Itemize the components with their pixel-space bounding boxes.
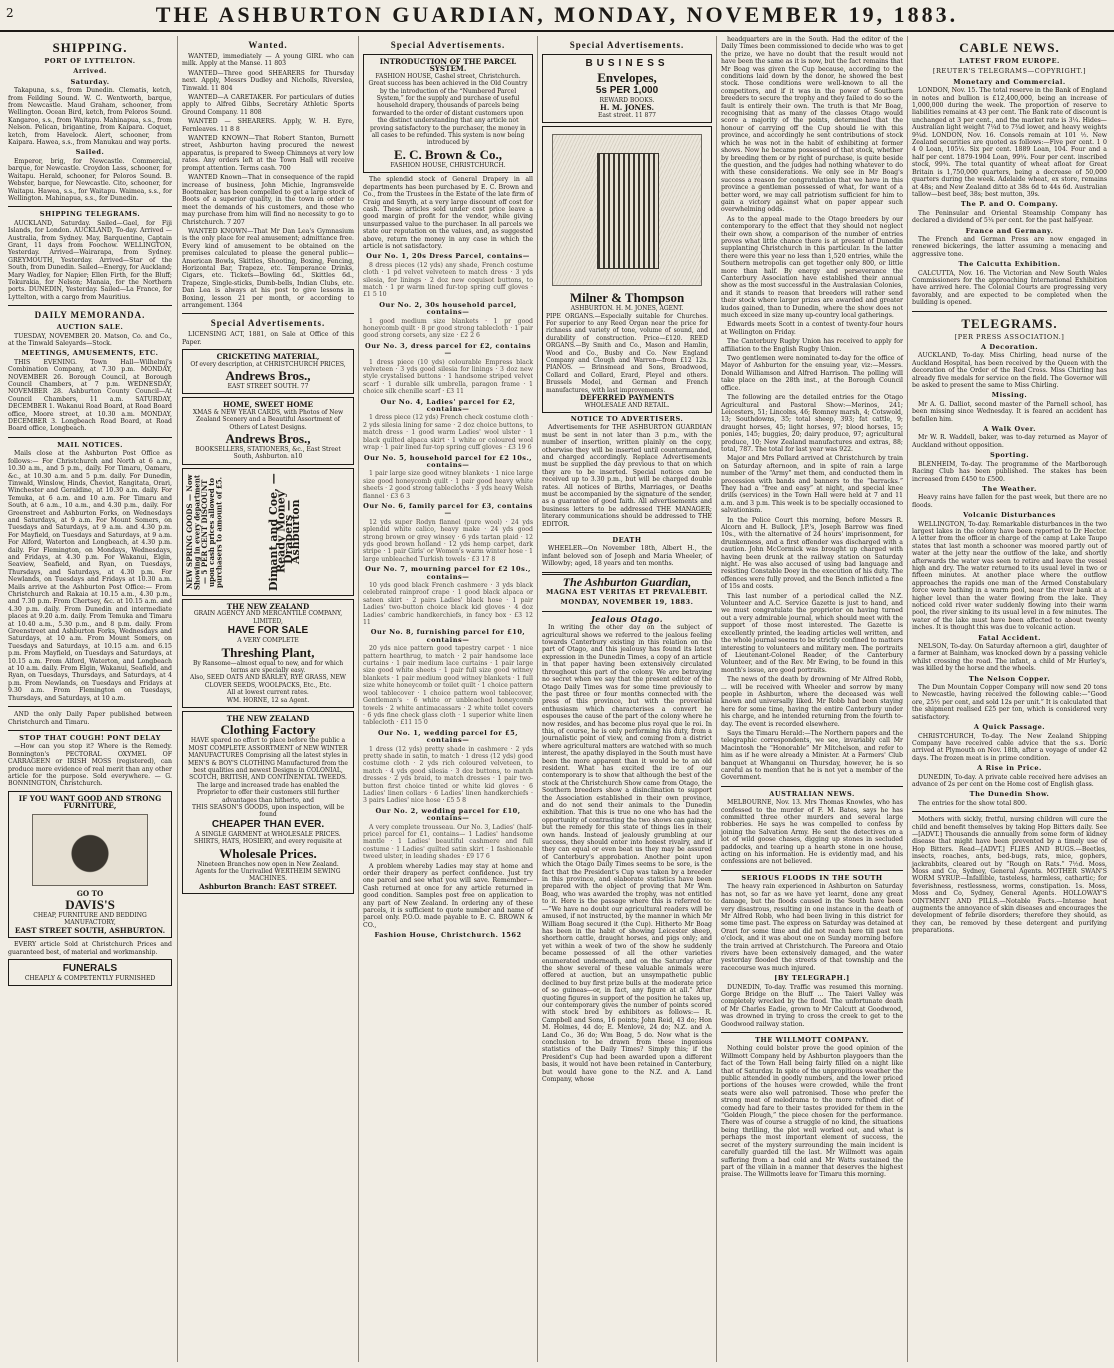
passage-heading: A Quick Passage. [973, 723, 1046, 732]
clothing-text-2: The large and increased trade has enabled the Proprietor to offer their customers still further advantages than hitherto, and [196, 781, 340, 804]
weather-text: Heavy rains have fallen for the past week, but there are no floods. [912, 494, 1107, 509]
organ-ad [542, 126, 712, 413]
meetings-text: THIS EVENING. Town Hall—Wilhelmj's Combination Company, at 7.30 p.m. MONDAY, NOVEMBER 26. Borough Council, at Borough Council Chambers, at 7 p.m. WEDNESDAY, NOVEMBER 28. Ashburton County Council—At Council Chambers, 11 a.m. SATURDAY, DECEMBER 1. Wakanui Road Board, at Road Board office, Moore street, at 10.30 a.m. MONDAY, DECEMBER 3. Longbeach Road Board, at Road Board office, Longbeach. [8, 358, 172, 433]
port-heading: PORT OF LYTTELTON. [44, 57, 136, 65]
decoration-heading: A Decoration. [980, 343, 1039, 351]
arrived-list: Takapuna, s.s., from Dunedin. Clematis, ketch, from Feilding Sound. W. C. Wentworth, barque, from Newcastle. Maud Graham, schooner, from Wellington. Ocean Bird, ketch, from Peloros Sound. Kangaroo, s.s., from Waitapu. Mahinapua, s.s., from Nelson. Pelican, brigantine, from Kaipara. Coquet, ketch, from Havelock. Alert, schooner, from Kaipara. Hawea, s.s., from Manukau and way ports. [8, 87, 172, 147]
business-word: BUSINESS [585, 58, 669, 69]
australian-news-heading: AUSTRALIAN NEWS. [769, 789, 855, 798]
cricketing-heading: CRICKETING MATERIAL, [216, 352, 320, 362]
parcel-9: 1 dress (12 yds) pretty shade in cashmere · 2 yds pretty shade in satin, to match · 1 dress (12 yds) good costume cloth · 2 yds rich coloured velveteen, to match · 4 yds good silesia · 3 doz buttons, to match dresses · 2 yds braid, to match dresses · 1 pair two-button first choice tinted or white kid gloves · 6 Ladies' linen collars · 6 Ladies' linen handkerchiefs · 3 pairs Ladies' nice hose · £5 5 8 [363, 745, 533, 805]
deferred-payments: DEFERRED PAYMENTS [579, 393, 675, 403]
spring-goods-vertical: NEW SPRING GOODS — Now Showing in every department — 5 PER CENT DISCOUNT upon cash prices allowed to purchasers to amount of £5. [185, 474, 224, 590]
saturday-heading: Saturday. [70, 77, 110, 86]
grain-very: A VERY COMPLETE [237, 637, 299, 645]
leader-text: In writing the other day on the subject of agricultural shows we referred to the jealous feeling towards Canterbury existing in this relation on the part of Otago, and this jealousy has found its latest expression in the Dunedin Times, a copy of an article in that paper having been extensively circulated throughout this part of the colony. We are betraying no secret when we say that the present editor of the Otago Daily Times was for some time previously to the past three or four months connected with the press of this province, but with the proverbial enthusiasm which characterises a convert he espouses the cause of the part of the colony where he now resides, and has become plus royal que le roi. In this, of course, he is only performing his duty, from a journalistic point of view, and coming from a district where agricultural matters are watched with so much interest, the apathy displayed in the South must have been the more apparent than it would be to an old resident. What has excited the ire of our contemporary is to show that although the best of the stock at the Christchurch Show came from Otago, the Southern breeders show a disinclination to support the Association established in their own province, and do not send their animals to the Dunedin exhibition. That this is true no one who has had the opportunity of contrasting the two shows can gainsay, but the remedy for this state of things lies in their own hands. Instead of jealously grumbling at our success, they should enter into honest rivalry, and if they can equal or even beat us they may be assured of Canterbury's approbation. Another point upon which the Otago Daily Times seems to be sore, is the fact that the President's Cup was taken by a breeder in this province, and elaborate statistics have been prepared with the object of proving that Mr Wm. Boag, who was awarded the trophy, was not entitled to it. Here is the passage where this is referred to:—“We have no doubt our agricultural readers will be amused, if not instructed, by the manner in which Mr William Boag secured it (the Cup). Hitherto Mr Boag has been in the habit of showing Leicester sheep, shorthorn cattle, draught horses, and pigs only; and yet within a week of two of the show he suddenly became possessed of all the other varieties enumerated underneath, and on the Saturday after the show several of these valuable animals were offered at auction, but an unsympathetic public declined to buy first prize bulls at the moderate price of so guineas—or, in fact, any figure at all.” After quoting figures in support of the position he takes up, our contemporary gives the number of points scored with stock bred by exhibitors as follows:— R. Campbell and Sons, 16 points; John Reid, 43 do; Hon M. Holmes, 44 do; E. Menlove, 24 do; N.Z. and A. Land Co., 36 do; Wm Boag, 5 do. Now what is the conclusion to be drawn from these ingenious statistics of the Daily Times? Simply this; if the President's Cup had been awarded upon a different basis, it would not have been retained in Canterbury, but would have gone to the N.Z. and A. Land Company, whose [542, 624, 712, 1084]
po-heading: The P. and O. Company. [960, 200, 1059, 209]
parcel-6-heading: Our No. 6, family parcel for £3, contains— [363, 501, 533, 518]
cricketing-ad [182, 349, 354, 394]
france-germany-text: The French and German Press are now engaged in renewed bickerings, the latter assuming a menacing and aggressive tone. [912, 235, 1107, 258]
column-3 [358, 36, 537, 1362]
shipping-heading: SHIPPING. [52, 40, 128, 55]
volcanic-heading: Volcanic Disturbances [963, 511, 1056, 520]
masthead [0, 0, 1114, 32]
clothing-wholesale: Wholesale Prices. [219, 845, 317, 861]
funerals-ad [8, 959, 172, 986]
sporting-text: BLENHEIM, To-day. The programme of the Marlborough Racing Club has been published. The stakes has been increased from £450 to £500. [912, 460, 1107, 483]
davis-prices: EVERY article Sold at Christchurch Prices and guaranteed best, of material and workmanship. [8, 941, 172, 956]
sailed-heading: Sailed. [75, 148, 105, 157]
andrews-name: Andrews Bros., [225, 368, 311, 384]
jones-name: H. M. JONES. [600, 103, 654, 113]
clothing-branch: Ashburton Branch: EAST STREET. [199, 881, 337, 891]
page-number: 2 [6, 6, 14, 20]
australian-news: MELBOURNE, Nov. 13. Mrs Thomas Knowles, who has confessed to the murder of F. M. Bates, says he has committed three other murders and several large robberies. He says he was compelled to confess by joining the Salvation Army. He sent the detectives on a lot of wild goose chases, digging up stones in secluded paddocks, and tearing up a hearth stone in one house, acting on his information. He is evidently mad, and his confessions are not believed. [721, 799, 903, 866]
parcel-1-heading: Our No. 1, 20s Dress Parcel, contains— [366, 252, 530, 261]
grain-nz: THE NEW ZEALAND [226, 601, 310, 611]
milner-sub: ASHBURTON. H. M. JONES, AGENT. [570, 305, 684, 313]
cough-ad: —How can you stop it? Where is the Remedy. Bonnington's PECTORAL OXYMEL OF CARRAGEEN or IRISH MOSS (registered), can produce more evidence of real merit than any other article for the purpose. Sold everywhere. — G. BONNINGTON, Christchurch. [8, 743, 172, 788]
shipping-telegrams-heading: SHIPPING TELEGRAMS. [39, 210, 141, 219]
wholesale-retail: WHOLESALE AND RETAIL. [584, 401, 670, 409]
masthead-title: THE ASHBURTON GUARDIAN, MONDAY, NOVEMBER 19, 1883. [155, 2, 959, 27]
clothing-text: HAVE spared no effort to place before the public a MOST COMPLETE ASSORTMENT of NEW WINTER MANUFACTURES Comprising all the latest styles in MEN'S & BOY'S CLOTHING Manufactured from the best qualities and newest Designs in COLONIAL, SCOTCH, BRITISH, AND CONTINENTAL TWEEDS. [188, 737, 348, 782]
funerals-text: CHEAPLY & COMPETENTLY FURNISHED [24, 975, 156, 982]
calcutta-text: CALCUTTA, Nov. 16. The Victorian and New South Wales Commissioners for the approaching International Exhibition have arrived here. The Colonial Courts are progressing very favorably, and are expected to be completed when the building is opened. [912, 269, 1107, 307]
fatal-heading: Fatal Accident. [978, 633, 1041, 642]
clothing-nz: THE NEW ZEALAND [226, 713, 310, 723]
decoration-text: AUCKLAND, To-day. Miss Chirling, head nurse of the Auckland Hospital, has been received by the Queen with the decoration of the Order of the Red Cross. Miss Chirling has already five medals for service on the field. The Governor will be asked to present the same to Miss Chirling. [912, 352, 1107, 390]
column-6 [907, 36, 1111, 1362]
rise-heading: A Rise in Price. [977, 764, 1042, 773]
local-item-5: Major and Mrs Pollard arrived at Christchurch by train on Saturday afternoon, and in spite of rain a large number of the “Army” met them, and conducted them in procession with bands and banners to the “barracks.” They had a “free and easy” at night, and special knee drills (services) in the Town Hall were held at 7 and 11 a.m. and 3 p.m. This week is to be specially occasioned to salvationism. [721, 455, 903, 515]
wanted-4: WANTED — SHEARERS. Apply, W. H. Eyre, Fernleaves. 11 8 8 [182, 118, 354, 133]
leader-heading: Jealous Otago. [591, 613, 663, 624]
show-text: The entries for the show total 800. [918, 799, 1027, 807]
calcutta-heading: The Calcutta Exhibition. [958, 260, 1061, 269]
column-5 [716, 36, 907, 1362]
missing-heading: Missing. [991, 391, 1028, 400]
grain-signature: WM. HORNE, 12 sa Agent. [226, 696, 310, 704]
paper-title: The Ashburton Guardian, [562, 574, 692, 589]
special-ads-heading: Special Advertisements. [210, 318, 326, 329]
threshing-plant: Threshing Plant, [221, 644, 315, 660]
telegrams-heading: TELEGRAMS. [961, 315, 1058, 331]
funerals-heading: FUNERALS [62, 963, 118, 974]
notice-text: Advertisements for THE ASHBURTON GUARDIAN must be sent in not later than 3 p.m., with the number of insertion, written plainly on the copy, otherwise they will be inserted until countermanded, and charged accordingly. Replace Advertisements must be supplied the day previous to that on which they are to be inserted. Special notices can be received up to 3.30 p.m., but will be charged double rates. All notices of Births, Marriages, or Deaths must be accompanied by the signature of the sender, as a guarantee of good faith. All advertisements and business letters to be addressed THE MANAGER; literary communications should be addressed to THE EDITOR. [542, 424, 712, 528]
missing-text: Mr A. G. Dalliot, second master of the Parnell school, has been missing since Wednesday. It is feared an accident has befallen him. [912, 400, 1107, 423]
mail-text: Mails close at the Ashburton Post Office as follows:— For Christchurch and North at 6 a.m., 10.30 a.m., and 5 p.m., daily. For Timaru, Oamaru, &c., at 10.30 a.m. and 5 p.m. daily. For Dunedin, Tinwald, Winslow, Hinds, Cheviot, Rangitata, Orari, Winchester and Geraldine, at 10.30 a.m. daily. For Temuka, at 6 a.m. and 10 a.m. For Timaru and South, at 6 a.m., 10 a.m., and 4.30 p.m., daily. For Greenstreet and Ashburton Forks, on Wednesdays and Saturdays, at 9 a.m. For Mount Somers, on Tuesdays and Saturdays, at 9 a.m. and 4.30 p.m. For Mayfield, on Tuesdays and Saturdays, at 9 a.m. For Alford, Waterton and Longbeach, at 4.30 p.m. daily. For Flemington, on Mondays, Wednesdays, and Fridays, at 4.30 p.m. For Wakanui, Elgin, Seaview, Seafield, and Ryan, on Tuesdays, Thursdays, and Saturdays, at 4.30 p.m. For Newlands, on Tuesdays and Fridays at 10.30 a.m. Mails arrive at the Ashburton Post Office:— From Christchurch and Rakaia at 10.15 a.m., 4.30 p.m., and 7.30 p.m. From Chertsey, &c. at 10.15 a.m. and 4.30 p.m. daily. From Dunedin and intermediate places at 9.20 a.m. daily. From Temuka and Timaru at 10.40 a.m., 5.30 p.m., and 8 p.m. daily. From Greenstreet and Ashburton Forks, Wednesdays and Saturdays, at 10 a.m. From Mount Somers, on Tuesdays and Saturdays, at 10.15 a.m. and 6.15 p.m. From Mayfield, on Tuesdays and Saturdays, at 10.15 a.m. From Alford, Waterton, and Longbeach at 10 a.m. daily. From Elgin, Wakanui, Seafield, and Ryan, on Tuesdays, Thursdays, and Saturdays, at 4 p.m. From Newlands, on Tuesdays and Fridays at 9.30 a.m. From Flemington on Tuesdays, Thursdays, and Saturdays, at 10 a.m. [8, 450, 172, 702]
copper-heading: The Nelson Copper. [968, 674, 1051, 683]
monetary-heading: Monetary and Commercial. [953, 77, 1066, 86]
meetings-heading: MEETINGS, AMUSEMENTS, ETC. [21, 349, 159, 358]
home-text: XMAS & NEW YEAR CARDS, with Photos of New Zealand Scenery and a Beautiful Assortment of Others of Latest Designs. [192, 408, 344, 431]
parcel-7: 10 yds good black French cashmere · 3 yds black celebrated rainproof crape · 1 good black alpaca or sateen skirt · 2 pairs Ladies' black hose · 1 pair Ladies' two-button choice black kid gloves · 4 doz Ladies' cambric handkerchiefs, in fancy box · £3 12 11 [363, 582, 533, 627]
daily-paper-ad: AND the only Daily Paper published between Christchurch and Timaru. [8, 711, 172, 726]
column-1 [4, 36, 176, 1362]
parcel-8-heading: Our No. 8, furnishing parcel for £10, contains— [370, 628, 526, 644]
envelopes-price: 5s PER 1,000 [595, 85, 659, 96]
willmott-text: Nothing could bolster prove the good opinion of the Willmott Company held by Ashburton playgoers than the fact of the Town Hall being fairly filled on a night like that of Saturday. In spite of the unpropitious weather the public attended in goodly numbers, and the lower priced portions of the houses were crowded, while the front seats were also well patronised. Those who prefer the strong meat of melodrama to the more refined diet of comedy had fare to their tastes provided for them in the “Golden Plough,” the piece chosen for the performance. There was of course a struggle of no kind, the situations being thrilling, the plot well worked out, and what is perhaps the most important element of success, the secret of the mystery surrounding the main incident is carefully guarded till the last. Mr Willmott was again suffering from a bad cold and Mr Watts sustained the part of the villain in a manner that deserves the highest praise. The Willmotts leave for Timaru this morning. [721, 1045, 903, 1179]
parcel-5-heading: Our No. 5, household parcel for £2 10s., contains— [363, 453, 533, 469]
envelopes-ad [542, 54, 712, 123]
special-ads-heading-2: Special Advertisements. [390, 40, 506, 50]
spring-goods-ad [182, 468, 354, 596]
reuter-line: [REUTER'S TELEGRAMS—COPYRIGHT.] [932, 67, 1087, 76]
clothing-season: THIS SEASON'S GOODS, upon inspection, will be found [191, 804, 345, 819]
fatal-text: NELSON, To-day. On Saturday afternoon a girl, daughter of a farmer at Bainham, was knocked down by a passing vehicle whilst crossing the road. The infant, a child of Mr Hurley's, was killed by the horse and the wheels. [912, 643, 1107, 673]
arrived-heading: Arrived. [73, 67, 107, 76]
cricketing-text: Of every description, at CHRISTCHURCH PRICES, [190, 360, 346, 368]
column-4 [537, 36, 716, 1362]
leader-continued-2: As to the appeal made to the Otago breeders by our contemporary to the effect that they should not neglect their own show, a comparison of the number of entries proves what little chance there is at present of Dunedin supplanting Christchurch in this particular. In the latter there were this year no less than 1,520 entries, while the Southern metropolis can get together only 800, or little more than half. By energy and perseverance the Canterbury Association have established their annual show as the most successful in the Australasian Colonies, and it stands to reason that breeders will rather send their stock where larger prizes are awarded and greater kudos gained, than to Dunedin, where the show does not much exceed in size many up-country local gatherings. [721, 215, 903, 320]
wanted-6: WANTED Known—That in consequence of the rapid increase of business, John Michie, Ingramsvelde Bootmaker, has been compelled to get a large stock of Boots of a superior quality, in the town in order to meet the demands of his customers, and those who may purchase from him will find no necessity to go to Christchurch. 7 207 [182, 174, 354, 226]
davis-ad-heading: IF YOU WANT GOOD AND STRONG FURNITURE, [18, 793, 162, 811]
grain-agency-ad [182, 599, 354, 708]
davis-address: EAST STREET SOUTH, ASHBURTON. [14, 925, 166, 935]
organ-engraving-icon [552, 134, 702, 286]
france-germany-heading: France and Germany. [965, 226, 1054, 235]
envelopes-word: Envelopes, [597, 70, 657, 85]
parcel-5: 1 pair large size good witney blankets · 1 nice large size good honeycomb quilt · 1 pair good heavy white sheets · 2 good strong tablecloths · 3 yds heavy Welsh flannel · £3 6 3 [363, 470, 533, 500]
home-heading: HOME, SWEET HOME [222, 400, 314, 410]
willmott-heading: THE WILLMOTT COMPANY. [755, 1036, 869, 1044]
press-association: [PER PRESS ASSOCIATION.] [954, 332, 1065, 341]
parcel-3-heading: Our No. 3, dress parcel for £2, contains— [364, 341, 532, 358]
parcel-10-heading: Our No. 2, wedding parcel for £10, contains— [375, 806, 521, 823]
shipping-telegrams: AUCKLAND, Saturday. Sailed—Gael, for Fiji Islands, for London. AUCKLAND, To-day. Arrived — Australia, from Sydney. May, Barquentine, Captain Grant, 11 days from Foochow. WELLINGTON, Yesterday. Arrived—Wairarapa, from Sydney. GREYMOUTH, Yesterday. Arrived—Star of the South, from Dunedin. Sailed—Energy, for Auckland; Mary Wadley, for Napier; Ellen Firth, for the Bluff; Tekurakia, for Nelson; Manaia, for the Northern ports. DUNEDIN, Yesterday. Sailed—La France, for Lyttelton, with a cargo from Mauritius. [8, 219, 172, 301]
local-item-4: The following are the detailed entries for the Otago Agricultural and Pastoral Show:—Merinos, 241; Leicesters, 51; Lincolns, 46; Romney marsh, 4; Cotswold, 13; Southdowns, 35; total sheep, 393; fat cattle, 9; draught horses, 45; light horses, 97; blood horses, 15; ponies, 145; buggies, 20; dairy produce, 97; agricultural produce, 10; New Zealand manufactures and extras, 88; total, 787. The total for last year was 922. [721, 394, 903, 453]
wanted-5: WANTED KNOWN—That Robert Stanton, Burnett street, Ashburton having procured the newest apparatus, is prepared to Sweep Chimneys at very low rates. Any orders left at the Town Hall will receive prompt attention. Terms cash. 700 [182, 135, 354, 172]
local-item-6: In the Police Court this morning, before Messrs R. Alcorn and H. Bullock, J.P.'s, Joseph Barrow was fined 10s., with the alternative of 24 hours' imprisonment, for drunkenness, and a first offender was discharged with a caution. John McCormick was brought up charged with having been drunk at the railway station on Saturday night. He was also accused of using bad language and resisting Constable Doey in the execution of his duty. The offences were fully proved, and the Bench inflicted a fine of 15s and costs. [721, 516, 903, 591]
po-text: The Peninsular and Oriental Steamship Company has declared a dividend of 5¼ per cent. for the past half-year. [912, 209, 1107, 225]
pipe-organs-text: PIPE ORGANS.—Especially suitable for Churches. For superior to any Reed Organ near the price for richness and variety of tone, volume of sound, and durability of construction. Price—£120. REED ORGANS.—By Smith and Co., Mason and Hamlin, Wood and Co., Busby and Co. New England Company and Clough and Warren—from £12 12s. PIANOS. — Brinsmead and Sons, Broadwood, Collard and Collard, Erard, Pleyel and others. Brussels Model, and German and French manufactures, with last improvements. [546, 312, 708, 394]
home-ad [182, 397, 354, 464]
local-item-2: The Canterbury Rugby Union has received to apply for affiliation to the English Rugby Union. [721, 338, 903, 353]
parcel-4: 1 dress piece (12 yds) French check costume cloth · 2 yds silesia lining for same · 2 doz choice buttons, to match dress · 1 good warm Ladies' wool ulster · 1 black quilted alpaca skirt · 1 white or coloured wool wrap · 1 pair lined fur-top spring cuff gloves · £3 19 6 [363, 414, 533, 452]
davis-sub: CHEAP, FURNITURE AND BEDDING MANUFACTORY, [33, 911, 147, 927]
death-heading: DEATH [612, 536, 642, 544]
parcel-9-heading: Our No. 1, wedding parcel for £5, contains— [377, 728, 519, 745]
brown-firm-sub: FASHION HOUSE, CHRISTCHURCH. [390, 161, 506, 169]
grain-lowest: All at lowest current rates. [227, 689, 309, 697]
passage-text: CHRISTCHURCH, To-day. The New Zealand Shipping Company have received cable advice that the s.s. Doric arrived at Plymouth on Nov. 18th, after a voyage of under 42 days. The frozen meat is in prime condition. [912, 732, 1107, 762]
parcel-closing: A problem whereby Ladies may stay at home and order their drapery as perfect confidence. Just try one parcel and see what you will save. Remember—Cash returned at once for any article returned in good condition. Samples post free on application to any part of New Zealand. In ordering any of these parcels, it is sufficient to quote number and name of parcel only. P.O.O. made payable to E. C. BROWN & CO., [363, 862, 533, 929]
death-text: WHEELER—On November 18th, Albert H., the infant beloved son of Joseph and Maria Wheeler, of Willowby; aged, 18 years and ten months. [542, 545, 712, 568]
milner-name: Milner & Thompson [569, 290, 685, 306]
copper-text: The Dun Mountain Copper Company will now send 20 tons to Newcastle, having received the following cable:—“Good ore, 25½ per cent, and sold 12s per unit.” It is calculated that the shipment realised £25 per ton, which is considered very satisfactory. [912, 684, 1107, 721]
parcel-4-heading: Our No. 4, Ladies' parcel for £2, contains— [380, 397, 516, 414]
local-item-9: Says the Timaru Herald:—The Northern papers and the telegraphic correspondents, we see, invariably call Mr Macintosh the “Honorable” Mr Mitchelson, and refer to him as if he were already a Minister. At a Farmers' Club banquet at Whanganui on Thursday, however, he is so careful as to mention that he is not yet a member of the Government. [721, 729, 903, 782]
chair-illustration-icon [32, 814, 148, 886]
auction-heading: AUCTION SALE. [56, 323, 124, 332]
sailed-list: Emperor, brig, for Newcastle. Commercial, barque, for Newcastle. Croydon Lass, schooner, for Waitapu. Herald, schooner, for Peloros Sound. B. Webster, barque, for Newcastle. Cito, schooner, for Waitapu. Hawea, s.s., for Waitapu. Waimea, s.s., for Wellington. Mahinapua, s.s., for Dunedin. [8, 157, 172, 202]
memoranda-heading: DAILY MEMORANDA. [34, 310, 146, 321]
leader-continued: headquarters are in the South. Had the editor of the Daily Times been commissioned to decide who was to get the prize, we have no doubt that the result would not have been the same as it is now, but the fact remains that Mr Boag was given the Cup because, according to the conditions laid down by the donor, he showed the best stock. Those conditions were well-known to all the competitors, and if it was in the power of Southern breeders to secure the trophy and they failed to do so the fault is entirely their own. The truth is that Mr Boag, recognising that as many of the classes Otago would score a majority of the points, determined that the honour of carrying off the Cup should lie with this province, and accordingly he sent contributions of stock which he was not in the habit of exhibiting at former shows. Now he became possessed of that stock, whether by breeding them or by right of purchase, is quite beside the question, and the judges had nothing whatever to do with these considerations. We only see in Mr Boag's success a reason for congratulation that we have in this province a gentleman possessed of what, for want of a better word, we may call patriotism sufficient for him to gain a victory against what on paper appear such overwhelming odds. [721, 36, 903, 214]
wanted-heading: Wanted. [248, 40, 288, 50]
parcel-2: 1 good medium size blankets · 1 pr good honeycomb quilt · 8 pr good strong tablecloth · 1 pair good strong corsets, any size · £2 2 6 [363, 317, 533, 340]
clothing-factory: Clothing Factory [220, 722, 316, 738]
dimant-coe-vertical: Dimant and Coe, — Ready Money Drapers — Ashburton [267, 472, 303, 591]
andrews-address: EAST STREET SOUTH. 77 [227, 383, 309, 391]
paper-date: MONDAY, NOVEMBER 19, 1883. [560, 598, 694, 607]
floods-heading: SERIOUS FLOODS IN THE SOUTH [741, 873, 883, 882]
notice-heading: NOTICE TO ADVERTISERS. [570, 414, 684, 423]
davis-ad [8, 791, 172, 938]
wanted-1: WANTED, immediately — A young GIRL who can milk. Apply at the Manse. 11 803 [182, 53, 354, 68]
clothing-single: A SINGLE GARMENT at WHOLESALE PRICES. [195, 830, 341, 838]
clothing-cheaper: CHEAPER THAN EVER. [211, 818, 325, 830]
parcel-1: 8 dress pieces (12 yds) any shade, French costume cloth · 1 pd velvet velveteen to match dress · 3 yds silesia, for linings · 2 doz new coquisot buttons, to match · 1 pr warm lined fur-top spring cuff gloves · £1 5 10 [363, 261, 533, 299]
grain-company: GRAIN AGENCY AND MERCANTILE COMPANY, LIMITED, [193, 610, 343, 625]
reward-books: REWARD BOOKS. [599, 97, 655, 104]
parcel-signature: Fashion House, Christchurch. 1562 [374, 931, 522, 940]
local-item-8: The news of the death by drowning of Mr Alfred Robb, ... will be received with Wheeler and sorrow by many people in Ashburton, where the deceased was well known and universally liked. Mr Robb had been staying here for some time, having the entire Canterbury under his charge, and he intended returning from the fourth to-day. The event is recorded elsewhere. [721, 676, 903, 728]
parcel-2-heading: Our No. 2, 30s household parcel, contains— [379, 300, 517, 317]
local-item-3: Two gentlemen were nominated to-day for the office of Mayor of Ashburton for the ensuing year, viz:—Messrs. Donald Williamson and Alfred Harrison. The polling will take place on the 28th inst., at the Borough Council office. [721, 355, 903, 392]
show-heading: The Dunedin Show. [969, 790, 1050, 799]
clothing-branches: Nineteen Branches now open in New Zealand. [197, 860, 339, 868]
licensing-ad: LICENSING ACT, 1881, on Sale at Office of this Paper. [182, 331, 354, 346]
parcel-system-ad [363, 54, 533, 173]
paper-motto: MAGNA EST VERITAS ET PREVALEBIT. [546, 588, 708, 597]
special-ads-heading-3: Special Advertisements. [569, 40, 685, 50]
wanted-2: WANTED—Three good SHEARERS for Thursday next. Apply, Messrs Dudley and Nicholls, Riverslea, Tinwald. 11 804 [182, 69, 354, 92]
parcel-intro-heading: INTRODUCTION OF THE PARCEL SYSTEM. [379, 57, 517, 74]
cough-ad-heading: STOP THAT COUGH! PONT DELAY [19, 733, 161, 742]
parcel-7-heading: Our No. 7, mourning parcel for £2 10s., contains— [365, 565, 531, 581]
clothing-agents: Agents for the Unrivalled WERTHEIM SEWING MACHINES. [195, 868, 341, 883]
grain-have: HAVE FOR SALE [227, 625, 309, 637]
walk-over-text: Mr W. R. Waddell, baker, was to-day returned as Mayor of Auckland without opposition. [912, 434, 1107, 449]
volcanic-text: WELLINGTON, To-day. Remarkable disturbances in the two largest lakes in the colony have been reported to Dr Hector. A letter from the officer in charge of the camp at Lake Taupo states that last month a schooner was moored partly out of water at the jetty near the outflow of the lake, and shortly afterwards the water was seen to retire and leave the vessel high and dry. The water returned to its usual level in two or fifteen minutes. At another place where the outflow approaches the rapids one man of the Armed Constabulary force were bathing in a warm pool, near the river bank at a higher level than the water flowing from the lake. They noticed cold river water suddenly flowing into their warm pool, the river sinking to its usual level in a few minutes. The water of the lake must have been affected to about twenty inches. It is thought this was due to volcanic action. [912, 520, 1107, 632]
parcel-8: 20 yds nice pattern good tapestry carpet · 1 nice pattern hearthrug, to match · 2 pair handsome lace curtains · 1 pair medium lace curtains · 1 pair large size good white sheets · 1 pair full size good witney blankets · 1 pair medium good witney blankets · 1 full size white honeycomb or toilet quilt · 1 choice pattern wool tablecover · 1 choice pattern wool tablecover, Gentleman's · 6 white or unbleached honeycomb towels · 2 white antimacassars · 2 white toilet covers · 6 yds fine check glass cloth · 1 superior white linen tablecloth · £11 15 0 [363, 645, 533, 727]
telegraph-heading: [BY TELEGRAPH.] [774, 974, 850, 983]
wanted-3: WANTED—A CARETAKER. For particulars of duties apply to Alfred Gibbs, Secretary Athletic Sports Ground Company. 11 808 [182, 94, 354, 116]
monetary-text: LONDON, Nov. 15. The total reserve in the Bank of England in notes and bullion is £12,400,000, being an increase of 1,000,000 during the week. The proportion of reserve to liabilities remains at 43 per cent. The Bank rate of discount is unchanged at 3 per cent., and the market rate is 3¼. Hides—Australian light weight 7¼d to 7¾d lower, and heavy weights 9¾d. LONDON, Nov. 16. Consols remain at 101 ½. New Zealand securities are quoted as follows:—Five per cent. 1 0 4 0 Loan, 105¼. Six per cent. 1889 Loan, 104. Four and a half per cent. 1879-1904 Loan, 99¾. Four per cent. inscribed stock, 99¾. The total quantity of wheat afloat for Great Britain is 1,750,000 quarters, being a decrease of 50,000 quarters during the week. Adelaide wheat, ex store, remains at 48s; and New Zealand ditto at 38s 6d to 44s 6d. Australian tallow—best beef, 38s; best mutton, 39s. [912, 87, 1107, 198]
walk-over-heading: A Walk Over. [983, 425, 1036, 434]
column-2 [177, 36, 358, 1362]
sporting-heading: Sporting. [990, 451, 1029, 460]
davis-go-to: GO TO [76, 888, 104, 898]
parcel-6: 12 yds super Rodyn flannel (pure wool) · 24 yds splendid white calico, heavy make · 24 yds good strong brown or grey winsey · 6 yds tartan plaid · 12 yds good brown holland · 12 yds hemp carpet, dark stripe · 1 pair Girls' or Women's warm winter hose · 1 large unbleached Turkish towels · £3 17 8 [363, 518, 533, 563]
local-item-1: Edwards meets Scott in a contest of twenty-four hours at Wellington on Friday. [721, 321, 903, 336]
parcel-10: A very complete trousseau. Our No. 3, Ladies' (half-price) parcel for £1, contains— 1 Ladies' handsome mantle · 1 Ladies' beautiful cashmere and full costume · 1 Ladies' quilted satin skirt · 1 fashionable tweed ulster, in leading shades · £9 17 6 [363, 823, 533, 861]
mail-heading: MAIL NOTICES. [57, 440, 123, 449]
weather-heading: The Weather. [982, 484, 1037, 493]
latest-europe: LATEST FROM EUROPE. [959, 57, 1060, 65]
parcel-body: The splendid stock of General Drapery in all departments has been purchased by E. C. Brown and Co., from the Trustees in the Estate of the late firm of Craig and Smyth, at a very large discount off cost for cash. These articles sold under cost price leave a good margin of profit for the vendor, while giving unsurpassed value to the purchaser. In all parcels we state our reputation on the values, and, as suggested above, return the money in any case in which the article is not satisfactory. [363, 176, 533, 250]
parcel-3: 1 dress piece (10 yds) colourable Empress black velveteen · 3 yds good silesia for linings · 3 doz new style crystalised buttons · 1 handsome striped velvet scarf · 1 durable silk umbrella, paragon frame · 1 choice silk chenille scarf · £3 11 [363, 358, 533, 396]
grain-also: Also, SEED OATS AND BARLEY, RYE GRASS, NEW CLOVER SEEDS, WOOLPACKS, Etc., Etc. [190, 674, 346, 689]
cable-news-heading: CABLE NEWS. [959, 40, 1060, 55]
andrews2-name: Andrews Bros., [225, 431, 311, 447]
wanted-7: WANTED KNOWN—That Mr Dan Lea's Gymnasium is the only place for real amusement; admittance free. Every kind of amusement to be obtained on the premises calculated to please the general public—American Bowls, Skittles, Shooting, Boxing, Fencing, Horizontal Bar, Trapeze, etc. Temperance Drinks, Cigars, etc. Tickets—Bowling 6d., Skittles 6d., Trapeze, Single-sticks, Dumb-bells, Indian Clubs, etc. Dan Lea is always at his post to give lessons in Boxing, lesson 21 per month, or according to arrangement. 1364 [182, 227, 354, 309]
local-item-7: This last number of a periodical called the N.Z. Volunteer and A.C. Service Gazette is just to hand, and we must congratulate the proprietor on having turned out a very admirable journal, which should meet with the support of those most interested. The Gazette is excellently printed, the leading articles well written, and the whole journal seems to be strictly confined to matters interesting to volunteers and military men. The portraits of Lieutenant-Colonel Reader, of the Canterbury Volunteer, and of the Rev. Mr Ewing, to be found in this month's issue, are good portraits. [721, 592, 903, 674]
jones-address: East street. 11 877 [597, 111, 657, 119]
telegraph-text: DUNEDIN, To-day. Traffic was resumed this morning. Gorge Bridge on the Bluff ... The Taieri Valley was completely wrecked by the flood. The unfortunate death of Mr Charles Eadie, grown to Mr Calcutt at Goodwood, was drowned in trying to cross the creek to get to the Goodwood railway station. [721, 983, 903, 1028]
auction-text: TUESDAY, NOVEMBER 20. Matson, Co. and Co., at the Tinwald Saleyards—Stock. [8, 332, 172, 347]
parcel-intro: FASHION HOUSE, Cashel street, Christchurch. Great success has been achieved in the Old Country by the introduction of the “Numbered Parcel System,” for the supply and purchase of useful household drapery, thousands of parcels being forwarded to the order of distant customers upon the distinct understanding that any article not proving satisfactory to the purchaser, the money in all cases to be refunded. This system is now being introduced by [368, 72, 528, 147]
clothing-shirts: SHIRTS, HATS, HOSIERY, and every requisite at [194, 838, 342, 846]
davis-name: DAVIS'S [65, 896, 115, 912]
patent-ads: Mothers with sickly, fretful, nursing children will cure the child and benefit themselves by taking Hop Bitters daily. See—[ADVT.] Thousands die annually from some form of kidney disease that might have been prevented by a timely use of Hop Bitters. Read—[ADVT.] FLIES AND BUGS.—Beetles, insects, roaches, ants, bed-bugs, rats, mice, gophers, jackrabbits, cleared out by “Rough on Rats.” 7½d. Moss, Moss and Co, Sydney, General Agents. MOTHER SWAN'S WORM SYRUP.—Infallible, tasteless, harmless, cathartic; for feverishness, restlessness, worms, constipation. 1s. Moss, Moss and Co, Sydney, General Agents. HOLLOWAY'S OINTMENT AND PILLS.—Notable Facts.—Intense heat augments the annoyance of skin diseases and encourages the development of febrile disorders; therefore they should, as they can, be removed by these detergent and purifying preparations. [912, 816, 1107, 935]
threshing-sub: By Ransome—almost equal to new, and for which terms are specially easy. [192, 659, 344, 674]
clothing-factory-ad [182, 711, 354, 894]
brown-firm: E. C. Brown & Co., [393, 146, 503, 162]
floods-text: The heavy rain experienced in Ashburton on Saturday has not, so far as we have yet learnt, done any great damage, but the floods caused in the South have been very disastrous, resulting in one instance in the death of Mr Alfred Robb, who had been living in this district for some time past. The express on Saturday was detained at Orari for some time and did not reach here till past ten o'clock, and it was about one on Sunday morning before the train arrived at Christchurch. The Pareora and Otaio rivers have been extensively damaged, and the water yesterday flooded the streets of that township and the racecourse was much injured. [721, 883, 903, 972]
rise-text: DUNEDIN, To-day. A private cable received here advises an advance of 2s per cent on the Home cost of English glass. [912, 773, 1107, 788]
andrews2-address: BOOKSELLERS, STATIONERS, &c., East Street South, Ashburton. n10 [195, 446, 341, 461]
